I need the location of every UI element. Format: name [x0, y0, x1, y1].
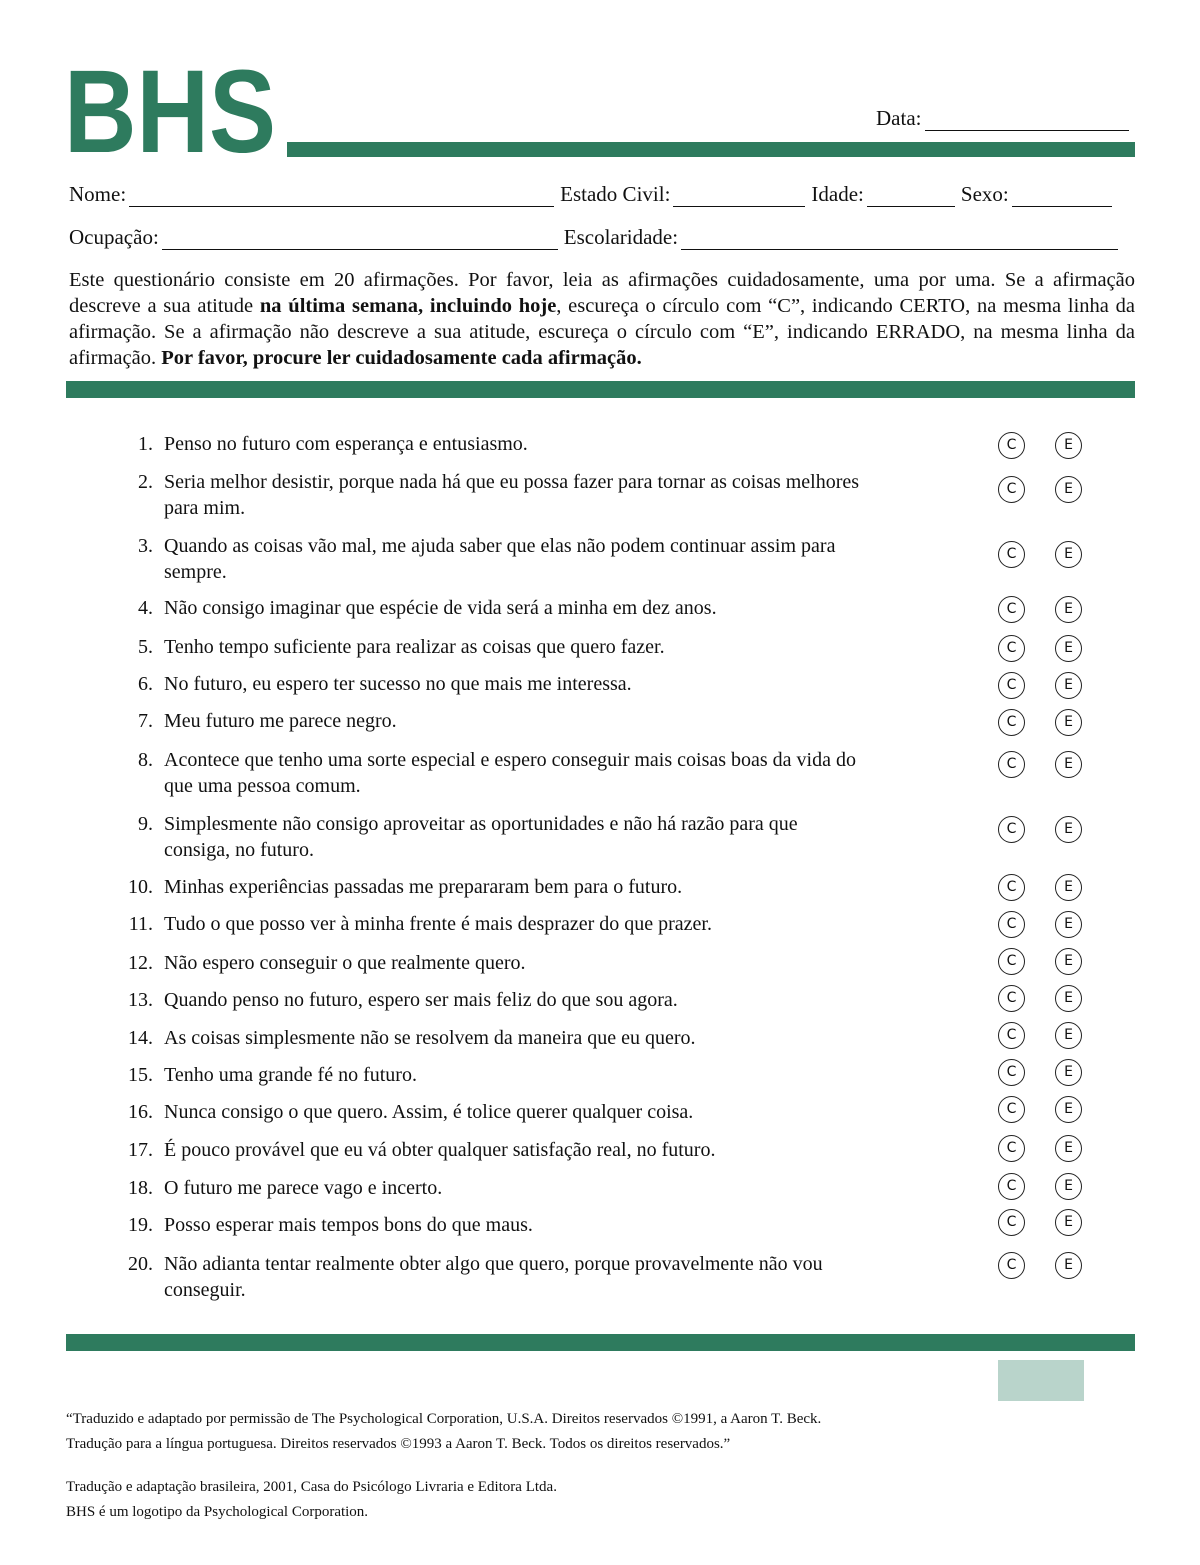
item-text: Meu futuro me parece negro.: [164, 710, 397, 732]
sexo-input-line[interactable]: [1012, 186, 1112, 207]
answer-c-circle[interactable]: C: [998, 1135, 1025, 1162]
answer-e-circle[interactable]: E: [1055, 596, 1082, 623]
estado-civil-label: Estado Civil:: [560, 182, 671, 206]
bhs-logo: [64, 46, 276, 178]
item-number: 14.: [128, 1027, 153, 1049]
answer-e-circle[interactable]: E: [1055, 1135, 1082, 1162]
answer-c-circle[interactable]: C: [998, 709, 1025, 736]
answer-c-circle[interactable]: C: [998, 596, 1025, 623]
answer-c-circle[interactable]: C: [998, 476, 1025, 503]
answer-e-circle[interactable]: E: [1055, 751, 1082, 778]
instructions-text-2: , escureça o círculo com “C”, indicando CERTO, na mesma linha da afirmação. Se a afirmação não descreve a sua atitude, escureça o círculo com “E”, indicando ERRADO, na mesma linha da afirmação.: [69, 295, 1135, 369]
answer-c-circle[interactable]: C: [998, 635, 1025, 662]
logo-text: BHS: [64, 46, 276, 178]
idade-input-line[interactable]: [867, 186, 955, 207]
item-text: Seria melhor desistir, porque nada há que eu possa fazer para tornar as coisas melhores para mim.: [164, 471, 860, 519]
ocupacao-label: Ocupação:: [69, 225, 159, 249]
item-text: Penso no futuro com esperança e entusiasmo.: [164, 433, 528, 455]
item-number: 9.: [138, 813, 153, 835]
date-field[interactable]: [876, 106, 1129, 131]
item-number: 18.: [128, 1177, 153, 1199]
answer-c-circle[interactable]: C: [998, 1022, 1025, 1049]
item-text: Tenho uma grande fé no futuro.: [164, 1064, 417, 1086]
answer-e-circle[interactable]: E: [1055, 911, 1082, 938]
item-number: 8.: [138, 749, 153, 771]
answer-c-circle[interactable]: C: [998, 911, 1025, 938]
ocupacao-input-line[interactable]: [162, 229, 558, 250]
answer-e-circle[interactable]: E: [1055, 985, 1082, 1012]
item-number: 6.: [138, 673, 153, 695]
answer-e-circle[interactable]: E: [1055, 874, 1082, 901]
item-number: 20.: [128, 1253, 153, 1275]
answer-e-circle[interactable]: E: [1055, 1209, 1082, 1236]
copyright-line-2: Tradução para a língua portuguesa. Direitos reservados ©1993 a Aaron T. Beck. Todos os direitos reservados.”: [66, 1436, 731, 1452]
answer-e-circle[interactable]: E: [1055, 1022, 1082, 1049]
answer-c-circle[interactable]: C: [998, 1096, 1025, 1123]
instructions-bold-2: Por favor, procure ler cuidadosamente cada afirmação.: [161, 347, 642, 369]
item-number: 2.: [138, 471, 153, 493]
item-text: Não espero conseguir o que realmente quero.: [164, 952, 526, 974]
answer-e-circle[interactable]: E: [1055, 709, 1082, 736]
item-text: Acontece que tenho uma sorte especial e espero conseguir mais coisas boas da vida do que uma pessoa comum.: [164, 749, 856, 797]
answer-e-circle[interactable]: E: [1055, 432, 1082, 459]
answer-e-circle[interactable]: E: [1055, 476, 1082, 503]
answer-c-circle[interactable]: C: [998, 985, 1025, 1012]
answer-e-circle[interactable]: E: [1055, 541, 1082, 568]
item-text: É pouco provável que eu vá obter qualquer satisfação real, no futuro.: [164, 1139, 716, 1161]
item-text: Tenho tempo suficiente para realizar as coisas que quero fazer.: [164, 636, 665, 658]
item-number: 12.: [128, 952, 153, 974]
nome-input-line[interactable]: [129, 186, 554, 207]
item-number: 19.: [128, 1214, 153, 1236]
answer-e-circle[interactable]: E: [1055, 1252, 1082, 1279]
item-text: Nunca consigo o que quero. Assim, é tolice querer qualquer coisa.: [164, 1101, 694, 1123]
answer-c-circle[interactable]: C: [998, 1209, 1025, 1236]
answer-e-circle[interactable]: E: [1055, 1173, 1082, 1200]
copyright-line-1: “Traduzido e adaptado por permissão de The Psychological Corporation, U.S.A. Direitos reservados ©1991, a Aaron T. Beck.: [66, 1411, 822, 1427]
idade-label: Idade:: [811, 182, 864, 206]
escolaridade-input-line[interactable]: [681, 229, 1118, 250]
date-input-line[interactable]: [925, 110, 1129, 131]
answer-c-circle[interactable]: C: [998, 816, 1025, 843]
answer-c-circle[interactable]: C: [998, 874, 1025, 901]
item-number: 16.: [128, 1101, 153, 1123]
personal-fields-row-2: [69, 225, 1118, 250]
answer-e-circle[interactable]: E: [1055, 672, 1082, 699]
answer-c-circle[interactable]: C: [998, 1059, 1025, 1086]
item-text: As coisas simplesmente não se resolvem da maneira que eu quero.: [164, 1027, 696, 1049]
item-text: Simplesmente não consigo aproveitar as oportunidades e não há razão para que consiga, no futuro.: [164, 813, 798, 861]
item-number: 15.: [128, 1064, 153, 1086]
instructions-bold-1: na última semana, incluindo hoje: [259, 295, 557, 317]
item-text: No futuro, eu espero ter sucesso no que mais me interessa.: [164, 673, 632, 695]
answer-e-circle[interactable]: E: [1055, 1096, 1082, 1123]
item-number: 4.: [138, 597, 153, 619]
answer-c-circle[interactable]: C: [998, 948, 1025, 975]
item-text: Tudo o que posso ver à minha frente é mais desprazer do que prazer.: [164, 913, 712, 935]
answer-c-circle[interactable]: C: [998, 751, 1025, 778]
item-text: Posso esperar mais tempos bons do que maus.: [164, 1214, 533, 1236]
answer-c-circle[interactable]: C: [998, 541, 1025, 568]
answer-c-circle[interactable]: C: [998, 1252, 1025, 1279]
publisher-notice: [66, 1475, 557, 1525]
publisher-line: Tradução e adaptação brasileira, 2001, Casa do Psicólogo Livraria e Editora Ltda.: [66, 1479, 557, 1495]
item-number: 5.: [138, 636, 153, 658]
item-number: 11.: [128, 913, 153, 935]
item-number: 13.: [128, 989, 153, 1011]
answer-e-circle[interactable]: E: [1055, 635, 1082, 662]
section-band-bottom: [66, 1334, 1135, 1351]
item-number: 17.: [128, 1139, 153, 1161]
answer-e-circle[interactable]: E: [1055, 816, 1082, 843]
date-label: Data:: [876, 106, 922, 130]
item-number: 10.: [128, 876, 153, 898]
answer-c-circle[interactable]: C: [998, 672, 1025, 699]
answer-e-circle[interactable]: E: [1055, 1059, 1082, 1086]
item-text: Quando as coisas vão mal, me ajuda saber que elas não podem continuar assim para sempre.: [164, 535, 836, 583]
score-box: [998, 1360, 1084, 1401]
answer-e-circle[interactable]: E: [1055, 948, 1082, 975]
item-number: 7.: [138, 710, 153, 732]
answer-c-circle[interactable]: C: [998, 1173, 1025, 1200]
item-number: 3.: [138, 535, 153, 557]
answer-c-circle[interactable]: C: [998, 432, 1025, 459]
sexo-label: Sexo:: [960, 182, 1009, 206]
item-number: 1.: [138, 433, 153, 455]
escolaridade-label: Escolaridade:: [563, 225, 679, 249]
estado-civil-input-line[interactable]: [673, 186, 805, 207]
item-text: O futuro me parece vago e incerto.: [164, 1177, 443, 1199]
nome-label: Nome:: [69, 182, 127, 206]
personal-fields-row-1: [69, 182, 1112, 207]
item-text: Minhas experiências passadas me prepararam bem para o futuro.: [164, 876, 683, 898]
item-text: Não adianta tentar realmente obter algo que quero, porque provavelmente não vou conseguir.: [164, 1253, 823, 1301]
copyright-notice: [66, 1407, 821, 1457]
item-text: Quando penso no futuro, espero ser mais feliz do que sou agora.: [164, 989, 678, 1011]
instructions-paragraph: [69, 267, 1135, 371]
section-band-top: [66, 381, 1135, 398]
instructions-text-1: Este questionário consiste em 20 afirmações. Por favor, leia as afirmações cuidadosamente, uma por uma. Se a afirmação descreve a sua atitude: [69, 269, 1135, 317]
item-text: Não consigo imaginar que espécie de vida será a minha em dez anos.: [164, 597, 717, 619]
logo-notice-line: BHS é um logotipo da Psychological Corporation.: [66, 1504, 369, 1520]
header-rule: [287, 142, 1135, 157]
